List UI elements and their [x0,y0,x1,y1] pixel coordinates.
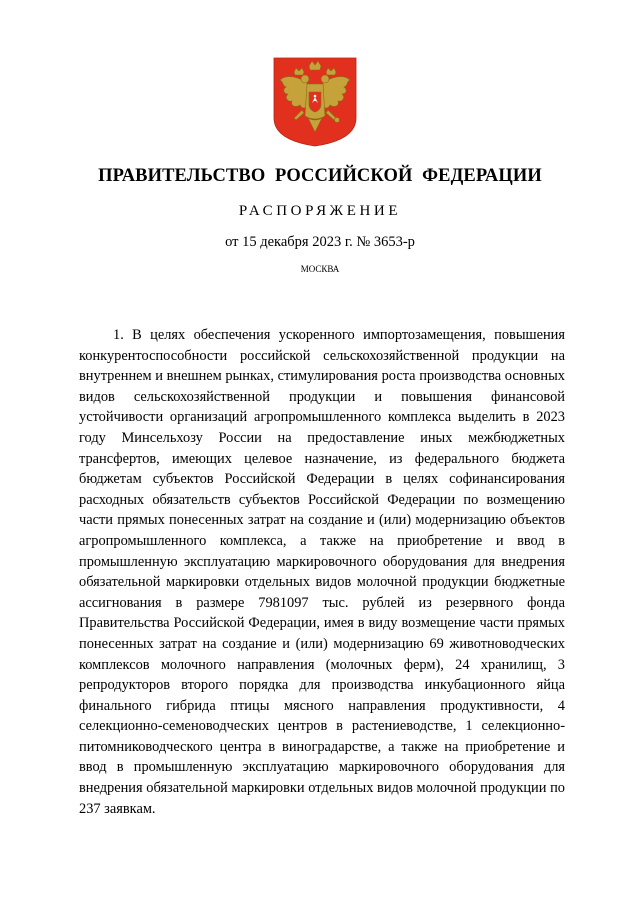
document-type: РАСПОРЯЖЕНИЕ [238,203,402,219]
government-title: ПРАВИТЕЛЬСТВО РОССИЙСКОЙ ФЕДЕРАЦИИ [98,166,542,186]
document-date-number: от 15 декабря 2023 г. № 3653-р [225,234,415,250]
paragraph-1: 1. В целях обеспечения ускоренного импортозамещения, повышения конкурентоспособности российской сельскохозяйственной продукции на внутреннем и внешнем рынках, стимулирования роста производства основных видов сельскохозяйственной продукции и повышения финансовой устойчивости организаций агропромышленного комплекса выделить в 2023 году Минсельхозу России на предоставление иных межбюджетных трансфертов, имеющих целевое назначение, из федерального бюджета бюджетам субъектов Российской Федерации в целях софинансирования расходных обязательств субъектов Российской Федерации по возмещению части прямых понесенных затрат на создание и (или) модернизацию объектов агропромышленного комплекса, а также на приобретение и ввод в промышленную эксплуатацию маркировочного оборудования для внедрения обязательной маркировки отдельных видов молочной продукции бюджетные ассигнования в размере 7981097 тыс. рублей из резервного фонда Правительства Российской Федерации, имея в виду возмещение части прямых понесенных затрат на создание и (или) модернизацию 69 животноводческих комплексов молочного направления (молочных ферм), 24 хранилищ, 3 репродукторов второго порядка для производства инкубационного яйца финального гибрида птицы мясного направления продуктивности, 4 селекционно-семеноводческих центров в растениеводстве, 1 селекционно-питомниководческого центра в виноградарстве, а также на приобретение и ввод в промышленную эксплуатацию маркировочного оборудования для внедрения обязательной маркировки отдельных видов молочной продукции по 237 заявкам. [79,327,565,817]
document-city: МОСКВА [300,264,340,274]
coat-of-arms-icon [272,56,358,148]
